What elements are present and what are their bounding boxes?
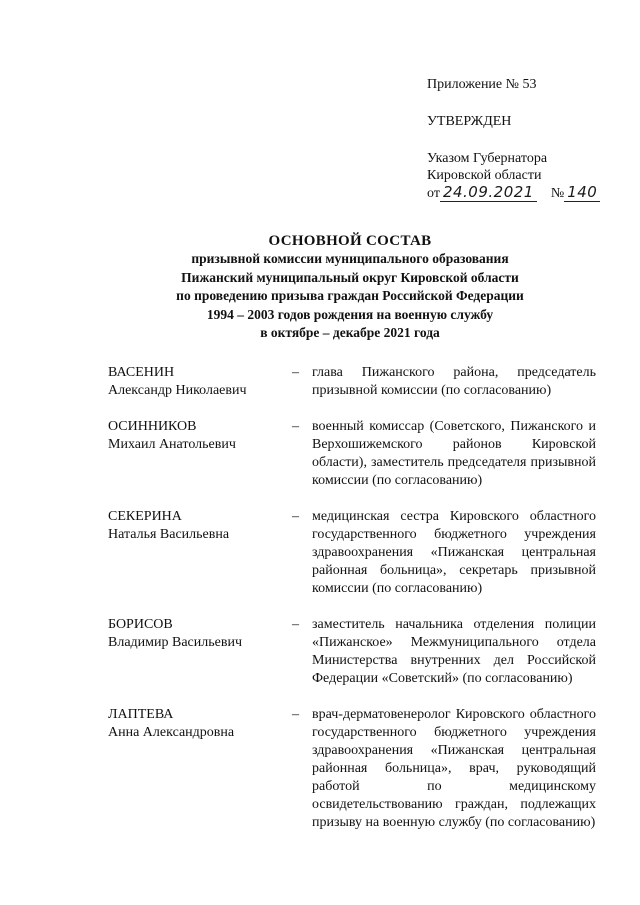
member-name bbox=[108, 706, 286, 832]
member-entry bbox=[108, 616, 596, 688]
decree-date-number bbox=[427, 184, 627, 202]
member-dash: – bbox=[292, 419, 299, 434]
decree-line-2: Кировской области bbox=[427, 168, 542, 183]
approved-stamp-text: УТВЕРЖДЕН bbox=[427, 114, 512, 129]
title-line: призывной комиссии муниципального образования bbox=[191, 251, 509, 266]
member-surname: ЛАПТЕВА bbox=[108, 707, 174, 722]
member-given-name: Наталья Васильевна bbox=[108, 527, 230, 542]
member-entry bbox=[108, 508, 596, 598]
document-title bbox=[100, 232, 600, 343]
appendix-number: Приложение № 53 bbox=[427, 77, 537, 92]
member-entry bbox=[108, 364, 596, 400]
title-line: 1994 – 2003 годов рождения на военную службу bbox=[206, 306, 494, 322]
number-prefix: № bbox=[550, 186, 565, 201]
member-role: военный комиссар (Советского, Пижанского и Верхошижемского районов Кировской области), заместитель председателя призывной комиссии (по согласованию) bbox=[312, 419, 596, 488]
title-line: Пижанский муниципальный округ Кировской области bbox=[181, 269, 519, 285]
member-given-name: Владимир Васильевич bbox=[108, 635, 242, 650]
decree-line-1: Указом Губернатора bbox=[427, 151, 548, 166]
member-surname: ОСИННИКОВ bbox=[108, 419, 197, 434]
handwritten-number: 140 bbox=[564, 184, 600, 202]
approval-header bbox=[427, 76, 627, 202]
member-dash: – bbox=[292, 365, 299, 380]
member-role: врач-дерматовенеролог Кировского областного государственного бюджетного учреждения здравоохранения «Пижанская центральная районная больница», врач, руководящий работой по медицинскому освидетельствованию граждан, подлежащих призыву на военную службу (по согласованию) bbox=[312, 707, 596, 830]
member-role: заместитель начальника отделения полиции «Пижанское» Межмуниципального отдела Министерства внутренних дел Российской Федерации «Советский» (по согласованию) bbox=[312, 617, 596, 686]
member-surname: БОРИСОВ bbox=[108, 617, 173, 632]
member-name bbox=[108, 418, 286, 490]
member-name bbox=[108, 508, 286, 598]
member-given-name: Александр Николаевич bbox=[108, 383, 247, 398]
title-line: по проведению призыва граждан Российской Федерации bbox=[176, 288, 524, 303]
member-given-name: Михаил Анатольевич bbox=[108, 437, 236, 452]
member-name bbox=[108, 616, 286, 688]
member-surname: СЕКЕРИНА bbox=[108, 509, 182, 524]
member-entry bbox=[108, 706, 596, 832]
title-line: в октябре – декабре 2021 года bbox=[260, 325, 440, 340]
member-dash: – bbox=[292, 509, 299, 524]
member-dash: – bbox=[292, 707, 299, 722]
member-role: медицинская сестра Кировского областного государственного бюджетного учреждения здравоохранения «Пижанская центральная районная больница», секретарь призывной комиссии (по согласованию) bbox=[312, 509, 596, 596]
member-entry bbox=[108, 418, 596, 490]
member-surname: ВАСЕНИН bbox=[108, 365, 175, 380]
decree-reference bbox=[427, 150, 627, 202]
member-dash: – bbox=[292, 617, 299, 632]
member-given-name: Анна Александровна bbox=[108, 725, 235, 740]
member-name bbox=[108, 364, 286, 400]
date-prefix: от bbox=[427, 186, 440, 201]
commission-members-list bbox=[108, 364, 596, 850]
title-main: ОСНОВНОЙ СОСТАВ bbox=[268, 233, 432, 249]
member-role: глава Пижанского района, председатель призывной комиссии (по согласованию) bbox=[312, 365, 596, 398]
handwritten-date: 24.09.2021 bbox=[440, 184, 537, 202]
